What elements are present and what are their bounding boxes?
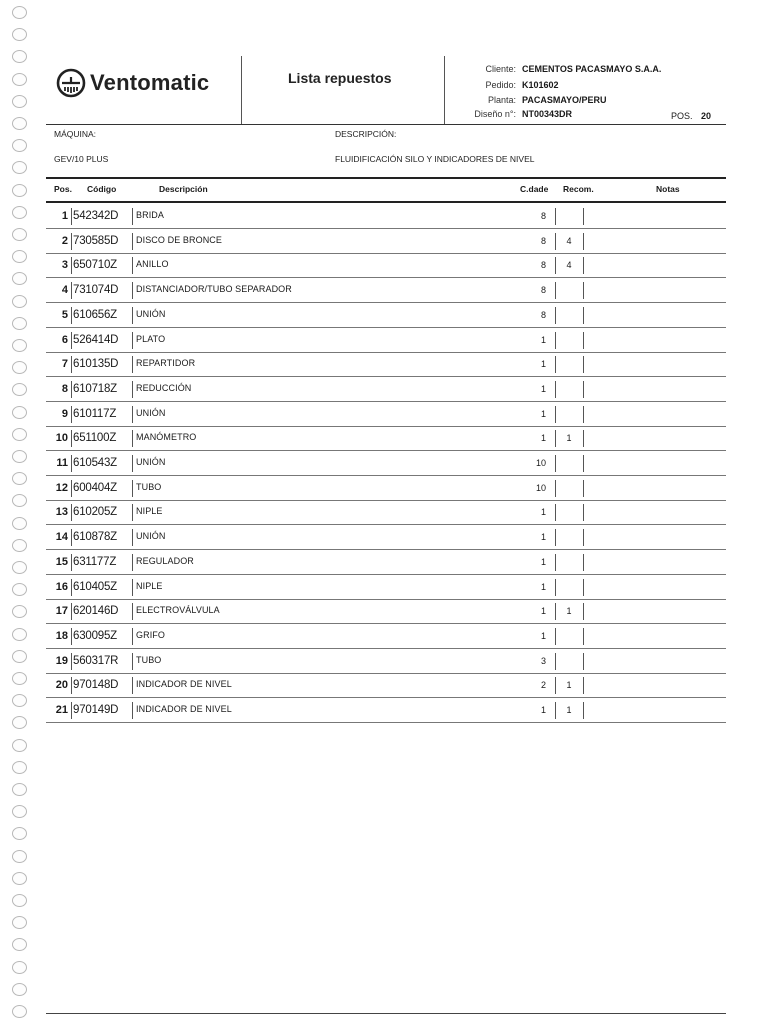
binder-hole [12, 184, 27, 197]
row-code: 610543Z [73, 457, 117, 469]
row-pos: 17 [55, 605, 68, 618]
col-header-pos: Pos. [54, 184, 72, 194]
row-description: NIPLE [136, 506, 163, 517]
row-rule [46, 722, 726, 723]
row-pos: 20 [55, 679, 68, 692]
binder-hole [12, 583, 27, 596]
row-code: 630095Z [73, 629, 117, 642]
binder-hole [12, 28, 27, 41]
row-quantity: 8 [540, 260, 546, 271]
table-row [46, 377, 726, 402]
binder-hole [12, 117, 27, 130]
column-separator [583, 356, 584, 373]
row-pos: 16 [55, 580, 68, 593]
column-separator [583, 430, 584, 447]
diseno-value: NT00343DR [522, 109, 573, 119]
column-separator [555, 554, 556, 571]
row-description: NIPLE [136, 580, 163, 591]
row-code: 731074D [73, 284, 119, 297]
column-separator [71, 504, 72, 521]
column-separator [583, 480, 584, 497]
column-separator [583, 529, 584, 546]
row-quantity: 10 [535, 482, 546, 493]
binder-hole [12, 383, 27, 396]
column-separator [71, 702, 72, 719]
binder-hole [12, 783, 27, 796]
binder-hole [12, 6, 27, 19]
row-code: 542342D [73, 210, 119, 222]
column-separator [132, 529, 133, 546]
column-separator [583, 603, 584, 620]
row-pos: 5 [61, 308, 68, 321]
row-quantity: 8 [540, 235, 546, 246]
binder-hole [12, 961, 27, 974]
row-code: 610205Z [73, 506, 117, 519]
row-quantity: 8 [540, 211, 546, 221]
header-divider [241, 56, 242, 124]
row-code: 560317R [73, 654, 119, 667]
header-divider [444, 56, 445, 124]
binder-hole [12, 672, 27, 685]
binder-hole [12, 739, 27, 752]
binder-hole [12, 872, 27, 885]
row-code: 970148D [73, 679, 119, 692]
row-code: 610405Z [73, 580, 117, 593]
diseno-label: Diseño n°: [474, 109, 516, 119]
row-quantity: 1 [540, 606, 546, 617]
col-header-notas: Notas [656, 184, 680, 194]
column-separator [71, 257, 72, 274]
table-row [46, 426, 726, 451]
column-separator [71, 579, 72, 596]
pedido-value: K101602 [522, 80, 559, 90]
row-description: DISTANCIADOR/TUBO SEPARADOR [136, 284, 292, 295]
column-separator [132, 307, 133, 324]
row-pos: 14 [55, 531, 68, 544]
column-separator [132, 628, 133, 645]
binder-holes [12, 0, 32, 1024]
col-header-cdade: C.dade [520, 184, 549, 194]
column-separator [583, 208, 584, 225]
binder-hole [12, 50, 27, 63]
column-separator [583, 332, 584, 349]
row-recommended: 1 [566, 433, 572, 444]
ventomatic-logo-icon [56, 68, 86, 98]
column-separator [71, 233, 72, 250]
column-separator [71, 356, 72, 373]
row-recommended: 1 [566, 680, 572, 691]
row-code: 526414D [73, 333, 119, 346]
binder-hole [12, 139, 27, 152]
row-code: 631177Z [73, 555, 117, 568]
row-quantity: 3 [540, 655, 546, 666]
row-description: UNIÓN [136, 407, 166, 418]
table-row [46, 352, 726, 377]
column-separator [555, 406, 556, 423]
column-separator [132, 406, 133, 423]
row-quantity: 1 [540, 532, 546, 543]
row-code: 610656Z [73, 308, 117, 321]
column-separator [583, 406, 584, 423]
row-quantity: 8 [540, 309, 546, 320]
column-separator [555, 307, 556, 324]
column-separator [555, 653, 556, 670]
table-row [46, 253, 726, 278]
row-description: ANILLO [136, 259, 169, 270]
row-code: 610718Z [73, 382, 117, 395]
column-separator [132, 603, 133, 620]
column-separator [132, 554, 133, 571]
binder-hole [12, 716, 27, 729]
row-code: 650710Z [73, 259, 117, 272]
table-header-rule-bottom [46, 201, 726, 203]
column-separator [583, 282, 584, 299]
column-separator [71, 653, 72, 670]
document-title: Lista repuestos [288, 70, 392, 86]
column-separator [583, 628, 584, 645]
column-separator [132, 653, 133, 670]
column-separator [71, 677, 72, 694]
binder-hole [12, 228, 27, 241]
table-row [46, 673, 726, 698]
column-separator [583, 504, 584, 521]
column-separator [132, 677, 133, 694]
binder-hole [12, 805, 27, 818]
row-description: UNIÓN [136, 308, 166, 319]
binder-hole [12, 517, 27, 530]
binder-hole [12, 938, 27, 951]
column-separator [583, 653, 584, 670]
binder-hole [12, 361, 27, 374]
row-description: UNIÓN [136, 531, 166, 542]
table-row [46, 500, 726, 525]
row-pos: 1 [61, 210, 68, 222]
column-separator [555, 529, 556, 546]
column-separator [71, 282, 72, 299]
binder-hole [12, 1005, 27, 1018]
row-recommended: 1 [566, 606, 572, 617]
row-code: 970149D [73, 704, 119, 716]
table-row [46, 599, 726, 624]
col-header-descripcion: Descripción [159, 184, 208, 194]
row-description: REDUCCIÓN [136, 382, 192, 393]
table-row [46, 550, 726, 575]
column-separator [583, 455, 584, 472]
column-separator [555, 356, 556, 373]
table-row [46, 575, 726, 600]
pos-label: POS. [671, 111, 693, 121]
row-description: INDICADOR DE NIVEL [136, 704, 232, 714]
binder-hole [12, 916, 27, 929]
column-separator [555, 628, 556, 645]
binder-hole [12, 95, 27, 108]
column-separator [71, 455, 72, 472]
column-separator [132, 233, 133, 250]
footer-rule [46, 1013, 726, 1014]
column-separator [555, 282, 556, 299]
binder-hole [12, 561, 27, 574]
column-separator [132, 356, 133, 373]
row-pos: 12 [55, 481, 68, 494]
row-pos: 2 [61, 234, 68, 247]
column-separator [71, 208, 72, 225]
row-code: 610878Z [73, 531, 117, 544]
binder-hole [12, 317, 27, 330]
row-description: DISCO DE BRONCE [136, 234, 223, 245]
row-pos: 10 [55, 432, 68, 445]
binder-hole [12, 605, 27, 618]
column-separator [583, 677, 584, 694]
column-separator [555, 480, 556, 497]
row-code: 600404Z [73, 481, 117, 494]
binder-hole [12, 650, 27, 663]
row-code: 651100Z [73, 432, 117, 445]
row-description: UNIÓN [136, 457, 166, 467]
column-separator [583, 579, 584, 596]
col-header-codigo: Código [87, 184, 117, 194]
column-separator [583, 233, 584, 250]
column-separator [555, 332, 556, 349]
row-pos: 7 [61, 358, 68, 371]
column-separator [583, 381, 584, 398]
table-row [46, 229, 726, 254]
descripcion-label: DESCRIPCIÓN: [335, 129, 397, 139]
binder-hole [12, 428, 27, 441]
column-separator [132, 702, 133, 719]
brand-name: Ventomatic [90, 70, 210, 95]
row-pos: 8 [61, 382, 68, 395]
row-pos: 6 [61, 333, 68, 346]
row-pos: 3 [61, 259, 68, 272]
row-quantity: 8 [540, 285, 546, 296]
row-description: BRIDA [136, 210, 165, 220]
row-pos: 15 [55, 555, 68, 568]
column-separator [71, 381, 72, 398]
binder-hole [12, 161, 27, 174]
col-header-recom: Recom. [563, 184, 594, 194]
cliente-label: Cliente: [485, 64, 516, 74]
row-pos: 18 [55, 629, 68, 642]
row-quantity: 1 [540, 433, 546, 444]
binder-hole [12, 983, 27, 996]
binder-hole [12, 73, 27, 86]
table-row [46, 624, 726, 649]
descripcion-value: FLUIDIFICACIÓN SILO Y INDICADORES DE NIVEL [335, 154, 535, 164]
column-separator [71, 529, 72, 546]
planta-value: PACASMAYO/PERU [522, 95, 607, 105]
row-pos: 4 [61, 284, 68, 297]
row-code: 610135D [73, 358, 119, 371]
binder-hole [12, 339, 27, 352]
row-quantity: 1 [540, 408, 546, 419]
pos-value: 20 [701, 111, 712, 121]
binder-hole [12, 494, 27, 507]
maquina-label: MÁQUINA: [54, 129, 97, 139]
table-header-rule-top [46, 177, 726, 179]
row-quantity: 1 [540, 359, 546, 370]
row-pos: 21 [55, 704, 68, 716]
column-separator [132, 504, 133, 521]
binder-hole [12, 272, 27, 285]
row-quantity: 1 [540, 581, 546, 592]
binder-hole [12, 295, 27, 308]
row-code: 620146D [73, 605, 119, 618]
table-row [46, 525, 726, 550]
column-separator [132, 455, 133, 472]
column-separator [583, 702, 584, 719]
table-row [46, 698, 726, 723]
row-recommended: 4 [566, 260, 572, 271]
binder-hole [12, 827, 27, 840]
row-recommended: 1 [566, 705, 572, 715]
row-description: GRIFO [136, 629, 165, 640]
column-separator [583, 307, 584, 324]
column-separator [132, 332, 133, 349]
column-separator [71, 406, 72, 423]
column-separator [555, 381, 556, 398]
binder-hole [12, 761, 27, 774]
column-separator [71, 480, 72, 497]
row-description: PLATO [136, 333, 166, 344]
row-description: INDICADOR DE NIVEL [136, 679, 232, 690]
binder-hole [12, 206, 27, 219]
table-row [46, 649, 726, 674]
column-separator [71, 332, 72, 349]
table-row [46, 402, 726, 427]
row-quantity: 2 [540, 680, 546, 691]
binder-hole [12, 850, 27, 863]
row-description: REGULADOR [136, 555, 194, 566]
pedido-label: Pedido: [485, 80, 516, 90]
column-separator [132, 480, 133, 497]
row-quantity: 1 [540, 556, 546, 567]
row-pos: 19 [55, 654, 68, 667]
row-quantity: 1 [540, 630, 546, 641]
table-row [46, 278, 726, 303]
row-description: MANÓMETRO [136, 432, 197, 443]
row-description: REPARTIDOR [136, 358, 196, 369]
binder-hole [12, 628, 27, 641]
column-separator [132, 208, 133, 225]
column-separator [71, 307, 72, 324]
row-code: 730585D [73, 234, 119, 247]
header-rule [46, 124, 726, 125]
row-pos: 9 [61, 407, 68, 420]
binder-hole [12, 250, 27, 263]
row-quantity: 1 [540, 334, 546, 345]
column-separator [132, 579, 133, 596]
row-pos: 11 [56, 457, 68, 469]
row-quantity: 1 [540, 705, 546, 715]
column-separator [555, 579, 556, 596]
column-separator [71, 628, 72, 645]
row-quantity: 10 [535, 458, 546, 468]
column-separator [132, 381, 133, 398]
table-row [46, 303, 726, 328]
column-separator [555, 504, 556, 521]
column-separator [583, 257, 584, 274]
planta-label: Planta: [487, 95, 516, 105]
row-pos: 13 [55, 506, 68, 519]
column-separator [132, 257, 133, 274]
binder-hole [12, 406, 27, 419]
column-separator [555, 455, 556, 472]
table-row [46, 476, 726, 501]
binder-hole [12, 894, 27, 907]
row-code: 610117Z [73, 407, 117, 420]
table-row [46, 204, 726, 229]
column-separator [555, 208, 556, 225]
binder-hole [12, 472, 27, 485]
table-row [46, 451, 726, 476]
column-separator [71, 430, 72, 447]
binder-hole [12, 539, 27, 552]
row-description: TUBO [136, 481, 162, 492]
table-row [46, 328, 726, 353]
column-separator [71, 603, 72, 620]
cliente-value: CEMENTOS PACASMAYO S.A.A. [522, 64, 662, 74]
maquina-value: GEV/10 PLUS [54, 154, 109, 164]
column-separator [132, 430, 133, 447]
row-description: ELECTROVÁLVULA [136, 605, 220, 616]
row-quantity: 1 [540, 383, 546, 394]
ventomatic-logo [56, 68, 209, 98]
column-separator [71, 554, 72, 571]
row-description: TUBO [136, 654, 162, 665]
column-separator [583, 554, 584, 571]
column-separator [132, 282, 133, 299]
binder-hole [12, 450, 27, 463]
row-quantity: 1 [540, 507, 546, 518]
binder-hole [12, 694, 27, 707]
row-recommended: 4 [566, 235, 572, 246]
